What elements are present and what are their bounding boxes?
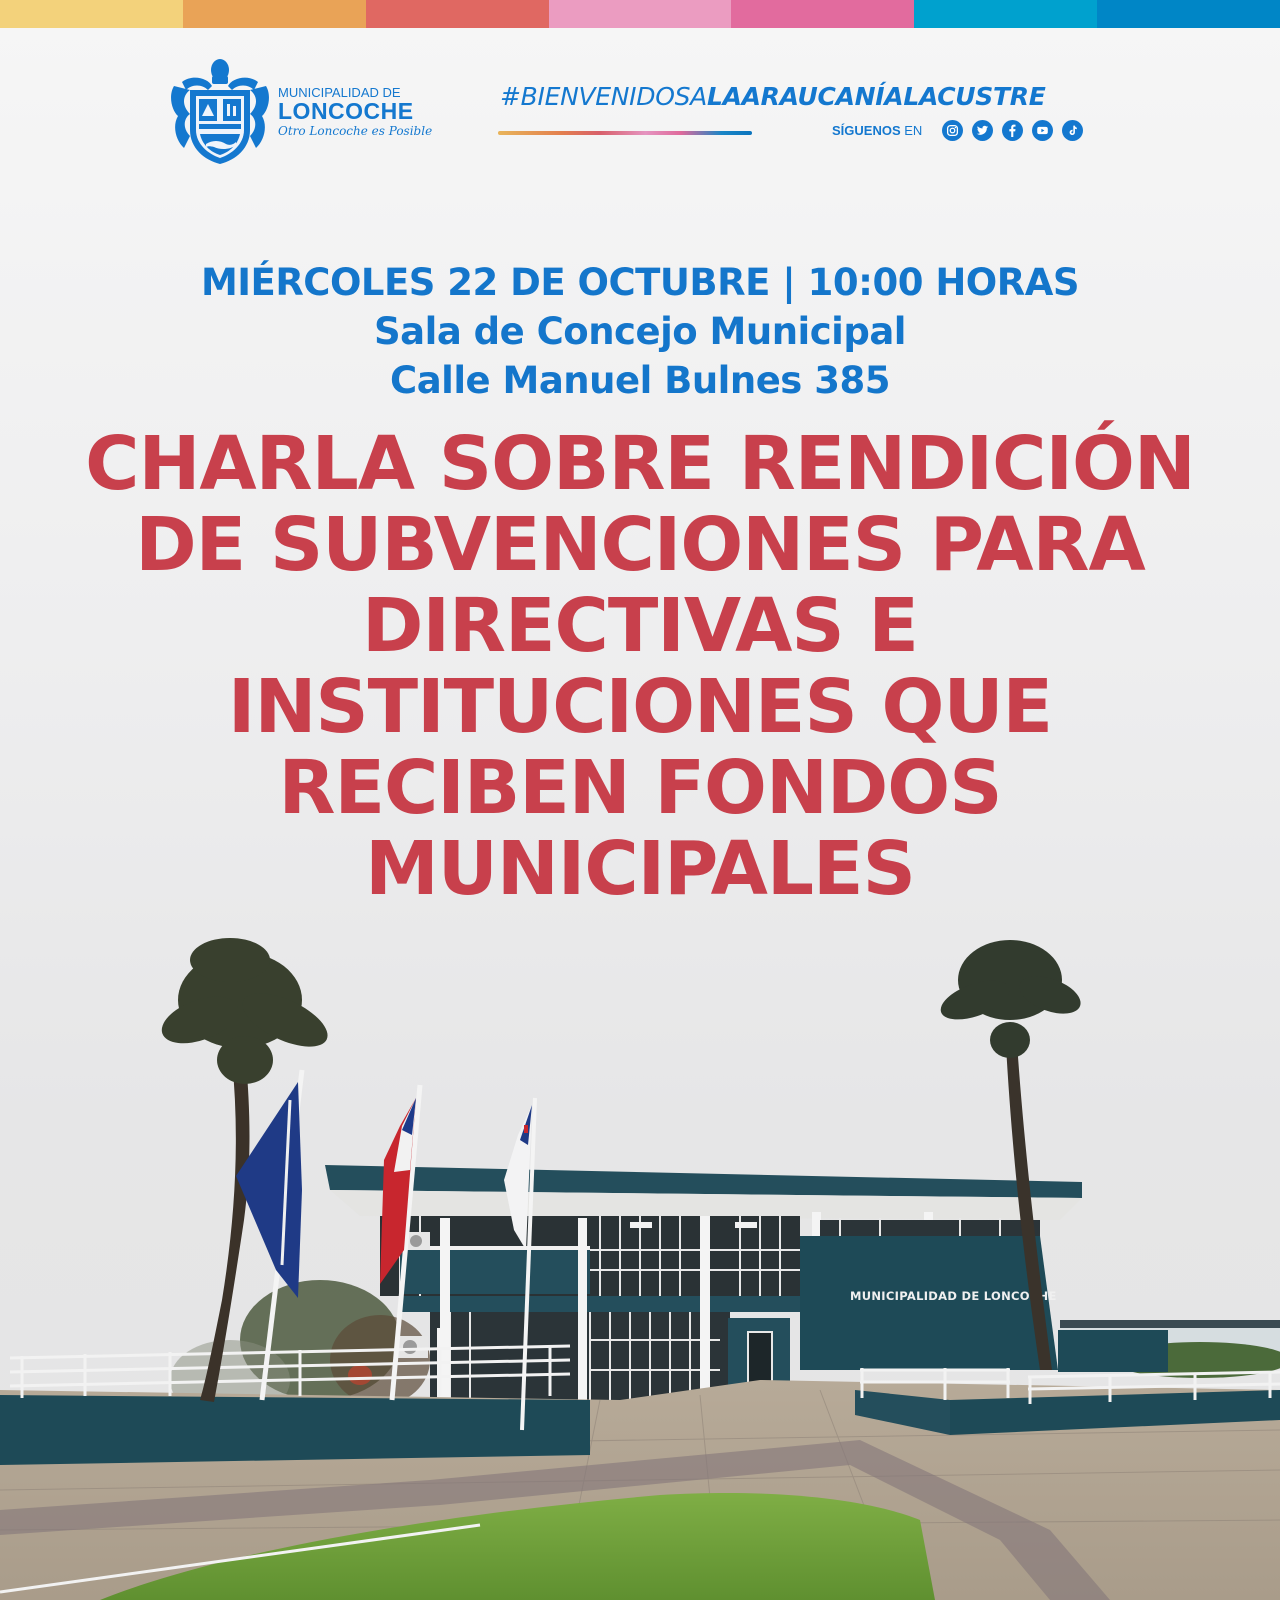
title-line: INSTITUCIONES QUE: [227, 664, 1053, 750]
event-datetime: MIÉRCOLES 22 DE OCTUBRE | 10:00 HORAS: [200, 261, 1080, 304]
instagram-icon[interactable]: [942, 120, 963, 141]
social-follow: [832, 120, 1083, 141]
stripe-yellow: [0, 0, 183, 28]
stripe-cyan: [914, 0, 1097, 28]
building-illustration: [0, 920, 1280, 1600]
gradient-underline: [498, 131, 752, 135]
municipal-building-photo: [0, 920, 1280, 1600]
youtube-icon[interactable]: [1032, 120, 1053, 141]
stripe-blue: [1097, 0, 1280, 28]
stripe-pink: [549, 0, 732, 28]
follow-label-bold: SÍGUENOS: [832, 123, 901, 138]
hashtag-bold: LAARAUCANÍALACUSTRE: [706, 82, 1046, 111]
logo-text: [278, 85, 432, 138]
coat-of-arms-icon: [168, 56, 272, 166]
stripe-red: [366, 0, 549, 28]
twitter-icon[interactable]: [972, 120, 993, 141]
follow-label: [832, 123, 922, 138]
title-line: DIRECTIVAS E: [362, 583, 918, 669]
color-stripe-bar: [0, 0, 1280, 28]
event-venue: Sala de Concejo Municipal: [374, 310, 906, 353]
title-line: DE SUBVENCIONES PARA: [135, 502, 1145, 588]
stripe-magenta: [731, 0, 914, 28]
title-line: RECIBEN FONDOS: [278, 745, 1002, 831]
title-line: MUNICIPALES: [365, 826, 915, 912]
campaign-hashtag: [500, 82, 1045, 111]
event-details: [0, 258, 1280, 405]
event-address: Calle Manuel Bulnes 385: [390, 359, 890, 402]
logo-line-2: LONCOCHE: [278, 97, 414, 124]
hashtag-light: #BIENVENIDOSA: [500, 82, 707, 111]
social-icons: [942, 120, 1083, 141]
stripe-orange: [183, 0, 366, 28]
tiktok-icon[interactable]: [1062, 120, 1083, 141]
follow-label-light: EN: [904, 123, 923, 138]
title-line: CHARLA SOBRE RENDICIÓN: [85, 421, 1195, 507]
building-sign: MUNICIPALIDAD DE LONCOCHE: [850, 1289, 1057, 1303]
logo-slogan: Otro Loncoche es Posible: [278, 123, 433, 138]
municipality-logo: [168, 56, 432, 166]
logo-line-1: MUNICIPALIDAD DE: [278, 84, 401, 100]
facebook-icon[interactable]: [1002, 120, 1023, 141]
event-title: [0, 421, 1280, 912]
